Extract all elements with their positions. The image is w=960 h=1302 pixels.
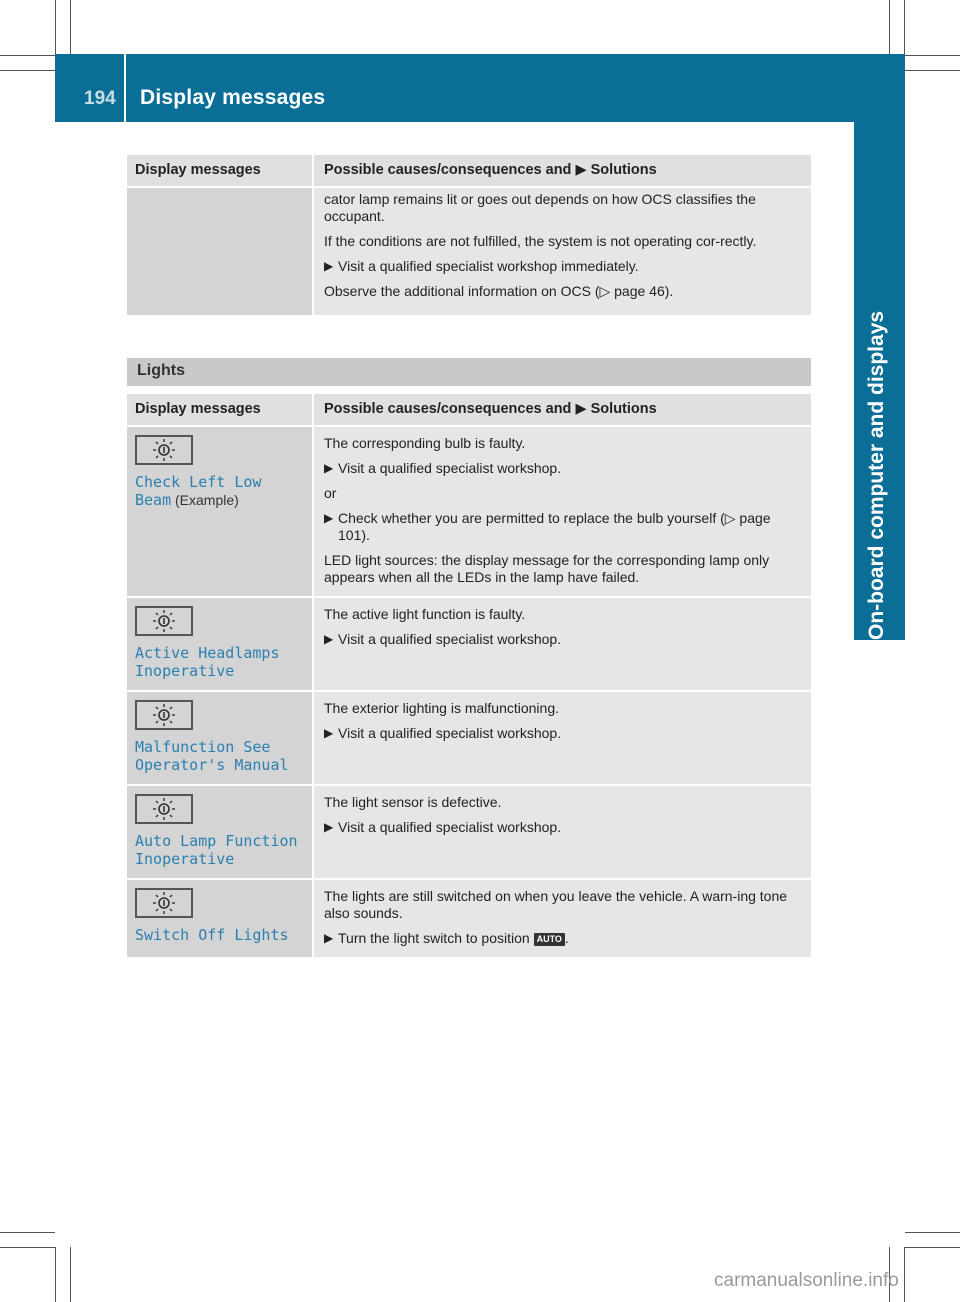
arrow-right-icon: ▶ xyxy=(324,820,334,834)
lights-messages-table xyxy=(127,394,811,957)
table-header-row xyxy=(127,155,811,187)
display-message: Check Left Low xyxy=(135,473,262,491)
column-header-text: Solutions xyxy=(590,162,657,178)
lamp-symbol xyxy=(151,438,177,462)
arrow-right-icon: ▶ xyxy=(324,726,334,740)
crop-mark xyxy=(905,1232,960,1233)
paragraph: The corresponding bulb is faulty. xyxy=(324,435,526,451)
action-step xyxy=(324,258,801,275)
paragraph: The exterior lighting is malfunctioning. xyxy=(324,700,560,716)
display-message: Active Headlamps xyxy=(135,644,280,662)
action-step xyxy=(324,819,801,836)
paragraph: or xyxy=(324,485,337,501)
action-step-text: Visit a qualified specialist workshop immediately. xyxy=(338,258,639,274)
action-step-text-end: . xyxy=(564,930,569,946)
table-header-row xyxy=(127,394,811,426)
arrow-right-icon: ▶ xyxy=(324,461,334,475)
table-row xyxy=(127,426,811,597)
column-header: Display messages xyxy=(127,394,313,426)
crop-mark xyxy=(55,0,56,55)
arrow-right-icon: ▶ xyxy=(324,632,334,646)
example-note: (Example) xyxy=(175,492,239,508)
column-header xyxy=(313,394,811,426)
action-step-text: Visit a qualified specialist workshop. xyxy=(338,819,562,835)
crop-mark xyxy=(70,0,71,55)
action-step-text: Turn the light switch to position xyxy=(338,930,530,946)
section-title-bar xyxy=(127,358,811,386)
display-message: Inoperative xyxy=(135,850,235,868)
section-title: Lights xyxy=(137,362,185,379)
message-cell xyxy=(127,597,313,691)
exterior-lamp-icon xyxy=(135,888,193,918)
solution-cell xyxy=(313,187,811,315)
message-cell xyxy=(127,879,313,957)
header-divider xyxy=(124,54,126,122)
action-step-text: Visit a qualified specialist workshop. xyxy=(338,725,562,741)
arrow-right-icon: ▶ xyxy=(324,259,334,273)
solution-cell xyxy=(313,785,811,879)
action-step xyxy=(324,510,801,544)
arrow-right-icon: ▶ xyxy=(324,511,334,525)
exterior-lamp-icon xyxy=(135,700,193,730)
message-cell xyxy=(127,187,313,315)
action-step-text: Check whether you are permitted to replace the bulb yourself (▷ page 101). xyxy=(338,510,771,543)
table-row xyxy=(127,691,811,785)
auto-light-switch-icon: AUTO xyxy=(534,933,565,946)
solution-cell xyxy=(313,691,811,785)
message-cell xyxy=(127,691,313,785)
table-row xyxy=(127,785,811,879)
action-step-text: Visit a qualified specialist workshop. xyxy=(338,460,562,476)
display-message: Beam xyxy=(135,491,172,509)
paragraph: cator lamp remains lit or goes out depends on how OCS classifies the occupant. xyxy=(324,191,756,224)
display-message: Switch Off Lights xyxy=(135,926,289,944)
arrow-right-icon: ▶ xyxy=(575,162,587,178)
action-step-text: Visit a qualified specialist workshop. xyxy=(338,631,562,647)
crop-mark xyxy=(0,55,55,56)
table-row xyxy=(127,187,811,315)
lamp-symbol xyxy=(151,891,177,915)
lamp-symbol xyxy=(151,797,177,821)
solution-cell xyxy=(313,879,811,957)
crop-mark xyxy=(55,1247,56,1302)
chapter-tab-label: On-board computer and displays xyxy=(865,310,888,640)
paragraph: LED light sources: the display message for the corresponding lamp only appears when all the LEDs in the lamp have failed. xyxy=(324,552,770,585)
display-message: Inoperative xyxy=(135,662,235,680)
action-step xyxy=(324,725,801,742)
page-title: Display messages xyxy=(140,86,326,109)
action-step xyxy=(324,631,801,648)
crop-mark xyxy=(70,1247,71,1302)
display-message-line xyxy=(135,491,304,509)
crop-mark xyxy=(904,1247,905,1302)
column-header-text: Possible causes/consequences and xyxy=(324,401,572,417)
solution-cell xyxy=(313,597,811,691)
lamp-symbol xyxy=(151,703,177,727)
exterior-lamp-icon xyxy=(135,435,193,465)
crop-mark xyxy=(905,70,960,71)
watermark: carmanualsonline.info xyxy=(714,1270,899,1291)
arrow-right-icon: ▶ xyxy=(575,401,587,417)
message-cell xyxy=(127,426,313,597)
action-step xyxy=(324,460,801,477)
table-row xyxy=(127,597,811,691)
column-header: Display messages xyxy=(127,155,313,187)
column-header-text: Possible causes/consequences and xyxy=(324,162,572,178)
paragraph: Observe the additional information on OCS (▷ page 46). xyxy=(324,283,674,299)
crop-mark xyxy=(0,1232,55,1233)
crop-mark xyxy=(905,1247,960,1248)
exterior-lamp-icon xyxy=(135,606,193,636)
crop-mark xyxy=(0,70,55,71)
exterior-lamp-icon xyxy=(135,794,193,824)
page-number: 194 xyxy=(84,88,116,109)
action-step xyxy=(324,930,801,947)
table-row xyxy=(127,879,811,957)
display-message: Operator's Manual xyxy=(135,756,289,774)
paragraph: The lights are still switched on when you leave the vehicle. A warn-ing tone also sounds. xyxy=(324,888,788,921)
crop-mark xyxy=(889,0,890,55)
message-cell xyxy=(127,785,313,879)
paragraph: The active light function is faulty. xyxy=(324,606,526,622)
display-messages-table-continued xyxy=(127,155,811,315)
crop-mark xyxy=(0,1247,55,1248)
solution-cell xyxy=(313,426,811,597)
paragraph: The light sensor is defective. xyxy=(324,794,502,810)
crop-mark xyxy=(904,0,905,55)
column-header xyxy=(313,155,811,187)
column-header-text: Solutions xyxy=(590,401,657,417)
display-message: Malfunction See xyxy=(135,738,271,756)
display-message: Auto Lamp Function xyxy=(135,832,298,850)
lamp-symbol xyxy=(151,609,177,633)
crop-mark xyxy=(905,55,960,56)
arrow-right-icon: ▶ xyxy=(324,931,334,945)
paragraph: If the conditions are not fulfilled, the system is not operating cor-rectly. xyxy=(324,233,757,249)
